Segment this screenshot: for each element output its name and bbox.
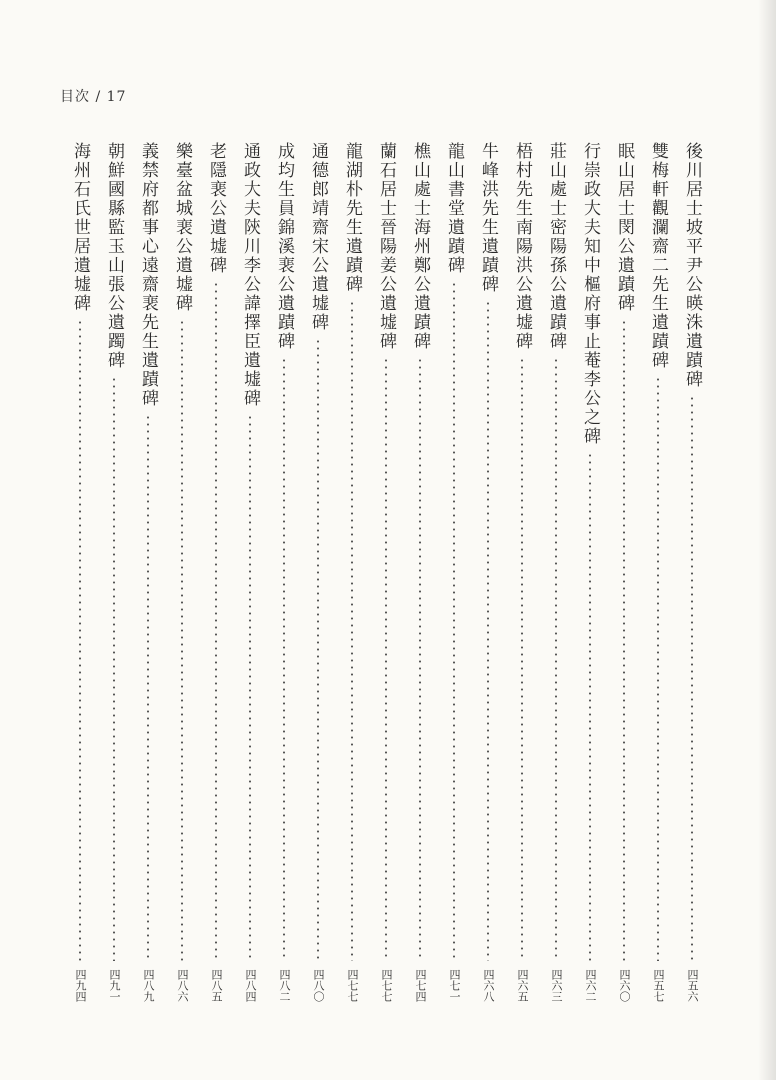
toc-entry [374, 142, 398, 1002]
toc-dot-leader [215, 281, 217, 961]
toc-entry [510, 142, 534, 1002]
toc-entry-page: 四七四 [414, 969, 427, 1002]
toc-entry [544, 142, 568, 1002]
toc-dot-leader [623, 319, 625, 961]
toc-entry-title: 龍山書堂遺蹟碑 [444, 142, 464, 275]
toc-entry-page: 四九一 [108, 969, 121, 1002]
toc-entry [238, 142, 262, 1002]
table-of-contents [62, 142, 712, 1002]
toc-entry-title: 梧村先生南陽洪公遺墟碑 [512, 142, 532, 351]
toc-dot-leader [181, 319, 183, 961]
toc-entry [272, 142, 296, 1002]
toc-entry-title: 眠山居士閔公遺蹟碑 [614, 142, 634, 313]
toc-entry-title: 老隱裵公遺墟碑 [206, 142, 226, 275]
toc-entry-title: 義禁府都事心遠齋裵先生遺蹟碑 [138, 142, 158, 408]
toc-entry-page: 四六二 [584, 969, 597, 1002]
toc-entry-title: 通政大夫陝川李公諱擇臣遺墟碑 [240, 142, 260, 408]
toc-entry-title: 行崇政大夫知中樞府事止菴李公之碑 [580, 142, 600, 446]
toc-entry-title: 海州石氏世居遺墟碑 [70, 142, 90, 313]
toc-entry [680, 142, 704, 1002]
toc-entry-title: 成均生員錦溪裵公遺蹟碑 [274, 142, 294, 351]
toc-entry-page: 四六八 [482, 969, 495, 1002]
toc-entry-page: 四六三 [550, 969, 563, 1002]
header-page-number: 17 [106, 89, 127, 105]
toc-dot-leader [419, 357, 421, 961]
toc-dot-leader [113, 376, 115, 961]
toc-entry [68, 142, 92, 1002]
header-separator: / [95, 89, 102, 105]
toc-entry-title: 通德郎靖齋宋公遺墟碑 [308, 142, 328, 332]
toc-dot-leader [79, 319, 81, 961]
toc-entry-page: 四六〇 [618, 969, 631, 1002]
toc-entry-title: 樂臺盆城裵公遺墟碑 [172, 142, 192, 313]
toc-entry [476, 142, 500, 1002]
toc-dot-leader [589, 452, 591, 961]
toc-entry [340, 142, 364, 1002]
toc-entry-page: 四八六 [176, 969, 189, 1002]
toc-entry-title: 後川居士坡平尹公暎洙遺蹟碑 [682, 142, 702, 389]
toc-entry-page: 四七一 [448, 969, 461, 1002]
toc-entry [102, 142, 126, 1002]
toc-entry-page: 四九四 [74, 969, 87, 1002]
toc-dot-leader [555, 357, 557, 961]
page-edge-shadow [758, 0, 776, 1080]
toc-entry [136, 142, 160, 1002]
toc-entry-title: 朝鮮國縣監玉山張公遺躅碑 [104, 142, 124, 370]
running-header [60, 86, 126, 106]
toc-dot-leader [283, 357, 285, 961]
toc-entry-page: 四七七 [346, 969, 359, 1002]
toc-entry-page: 四八九 [142, 969, 155, 1002]
toc-entry-title: 樵山處士海州鄭公遺蹟碑 [410, 142, 430, 351]
toc-entry [612, 142, 636, 1002]
toc-entry-page: 四八四 [244, 969, 257, 1002]
toc-entry [578, 142, 602, 1002]
toc-entry [442, 142, 466, 1002]
toc-entry-title: 蘭石居士晉陽姜公遺墟碑 [376, 142, 396, 351]
toc-dot-leader [147, 414, 149, 961]
toc-dot-leader [691, 395, 693, 961]
toc-dot-leader [657, 376, 659, 961]
toc-entry-page: 四八〇 [312, 969, 325, 1002]
toc-entry [170, 142, 194, 1002]
toc-entry-page: 四六五 [516, 969, 529, 1002]
toc-entry [646, 142, 670, 1002]
toc-entry-page: 四五六 [686, 969, 699, 1002]
toc-dot-leader [487, 300, 489, 961]
toc-entry [204, 142, 228, 1002]
toc-entry-title: 雙梅軒觀瀾齋二先生遺蹟碑 [648, 142, 668, 370]
toc-dot-leader [453, 281, 455, 961]
toc-entry [306, 142, 330, 1002]
header-label: 目次 [60, 89, 90, 105]
toc-entry-title: 龍湖朴先生遺蹟碑 [342, 142, 362, 294]
toc-entry-page: 四五七 [652, 969, 665, 1002]
toc-dot-leader [249, 414, 251, 961]
toc-entry [408, 142, 432, 1002]
toc-dot-leader [317, 338, 319, 961]
toc-entry-title: 牛峰洪先生遺蹟碑 [478, 142, 498, 294]
toc-dot-leader [351, 300, 353, 961]
toc-dot-leader [521, 357, 523, 961]
toc-entry-page: 四八五 [210, 969, 223, 1002]
toc-entry-page: 四八二 [278, 969, 291, 1002]
toc-entry-page: 四七七 [380, 969, 393, 1002]
toc-dot-leader [385, 357, 387, 961]
toc-entry-title: 莊山處士密陽孫公遺蹟碑 [546, 142, 566, 351]
